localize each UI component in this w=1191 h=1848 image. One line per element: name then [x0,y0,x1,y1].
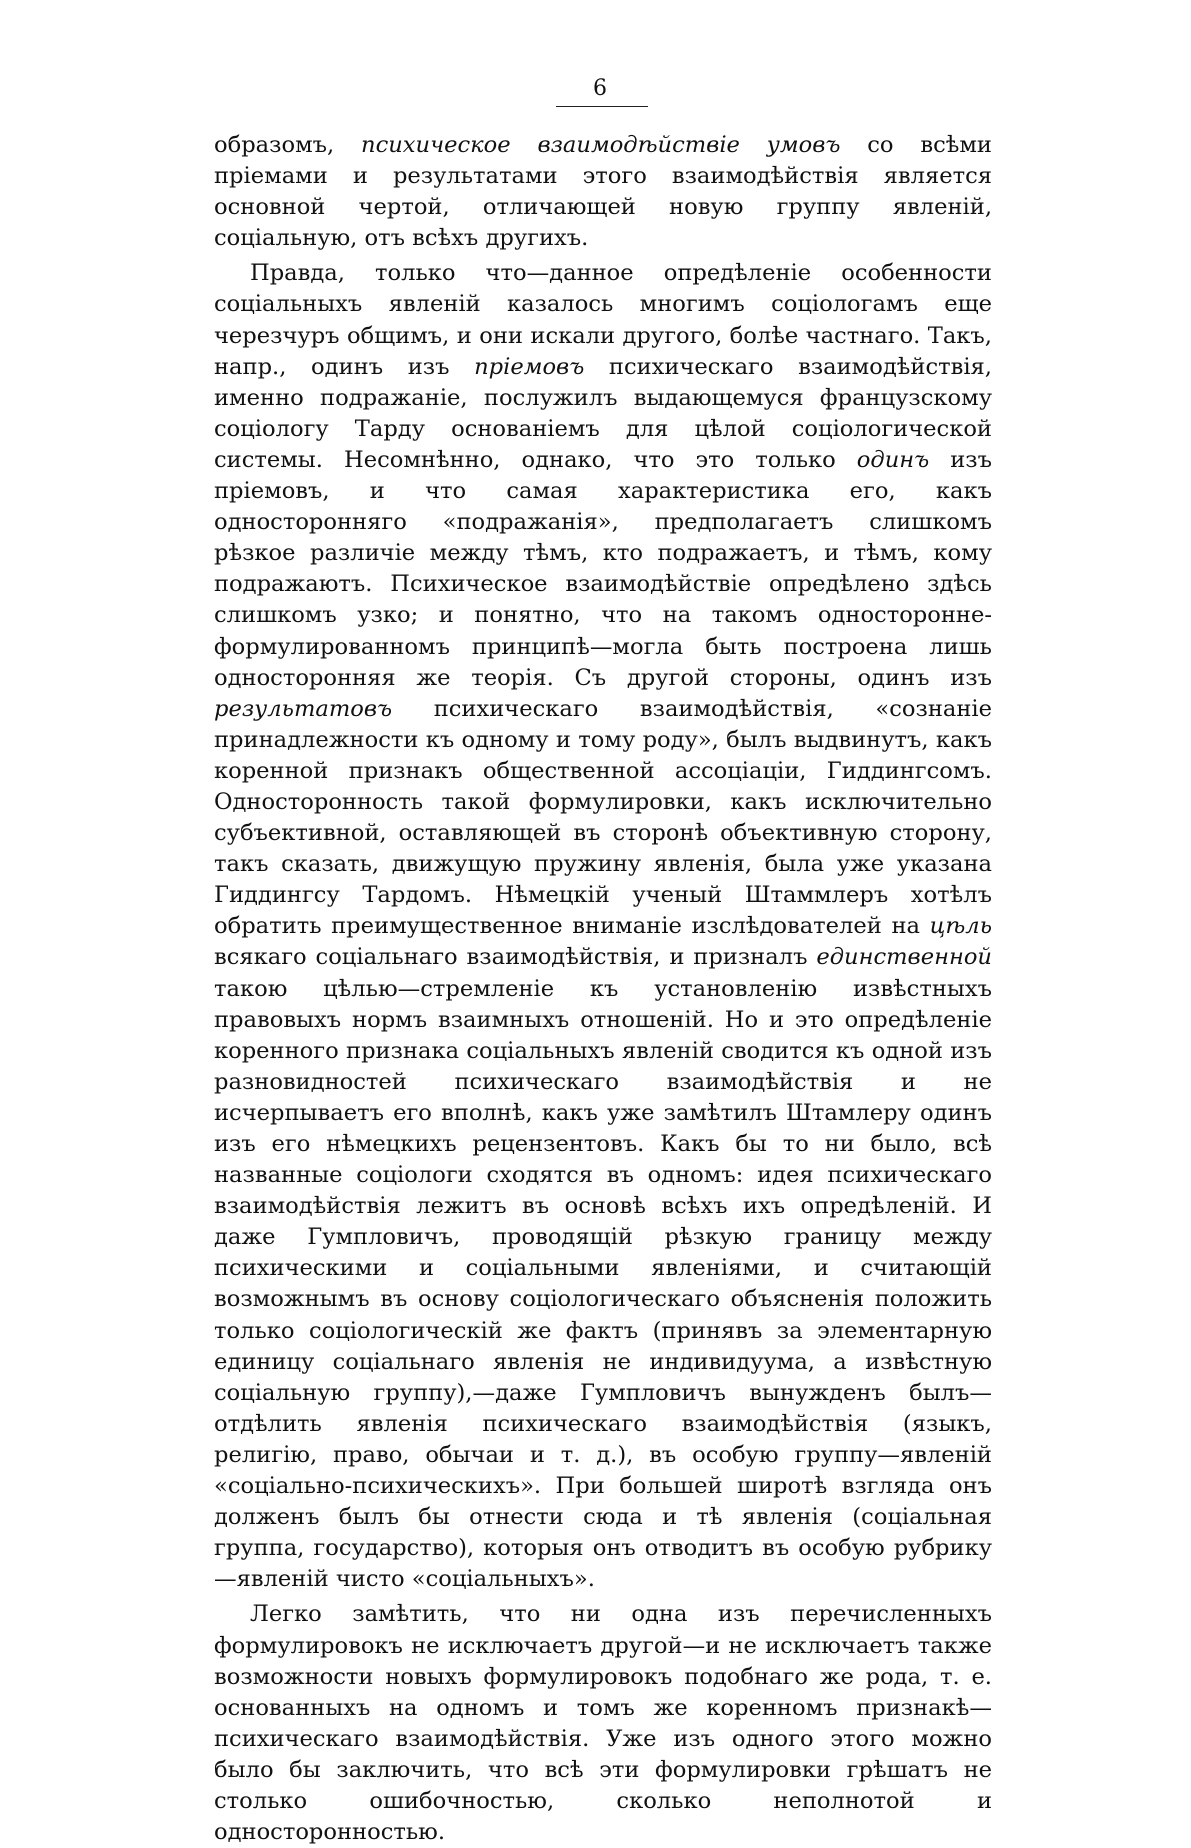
text-segment: со всѣми пріемами и результатами этого взаимодѣйствія является основной чертой, отличающей новую группу явленій, соціальную, отъ всѣхъ другихъ. [214,132,992,252]
text-segment: образомъ, [214,132,362,158]
text-segment: Правда, только что—данное опредѣленіе особенности соціальныхъ явленій казалось многимъ соціологамъ еще черезчуръ общимъ, и они искали другого, болѣе частнаго. Такъ, напр., одинъ изъ [214,260,992,380]
text-segment: Легко замѣтить, что ни одна изъ перечисленныхъ формулировокъ не исключаетъ другой—и не исключаетъ также возможности новыхъ формулировокъ подобнаго же рода, т. е. основанныхъ на одномъ и томъ же коренномъ признакѣ—психическаго взаимодѣйствія. Уже изъ одного этого можно было бы заключить, что всѣ эти формулировки грѣшатъ не столько ошибочностью, сколько неполнотой и односторонностью. [214,1601,992,1846]
page-number: 6 [593,76,607,101]
italic-segment: результатовъ [214,695,393,722]
paragraph-3 [214,1599,992,1848]
paragraph-2 [214,258,992,1595]
page-number-rule [556,106,648,107]
italic-segment: пріемовъ [474,353,585,380]
text-segment: изъ пріемовъ, и что самая характеристика его, какъ односторонняго «подражанія», предполагаетъ слишкомъ рѣзкое различіе между тѣмъ, кто подражаетъ, и тѣмъ, кому подражаютъ. Психическое взаимодѣйствіе опредѣлено здѣсь слишкомъ узко; и понятно, что на такомъ односторонне-формулированномъ принципѣ—могла быть построена лишь односторонняя же теорія. Съ другой стороны, одинъ изъ [214,446,992,691]
italic-segment: одинъ [856,446,930,473]
text-segment: психическаго взаимодѣйствія, именно подражаніе, послужилъ выдающемуся французскому соціологу Тарду основаніемъ для цѣлой соціологической системы. Несомнѣнно, однако, что это только [214,353,992,473]
text-segment: психическаго взаимодѣйствія, «сознаніе принадлежности къ одному и тому роду», былъ выдвинутъ, какъ коренной признакъ общественной ассоціаціи, Гиддингсомъ. Односторонность такой формулировки, какъ исключительно субъективной, оставляющей въ сторонѣ объективную сторону, такъ сказать, движущую пружину явленія, была уже указана Гиддингсу Тардомъ. Нѣмецкій ученый Штаммлеръ хотѣлъ обратить преимущественное вниманіе изслѣдователей на [214,695,992,940]
italic-segment: единственной [816,944,992,971]
body-text [214,130,992,1848]
text-segment: всякаго соціальнаго взаимодѣйствія, и призналъ [214,944,817,971]
paragraph-1 [214,130,992,254]
italic-segment: цѣль [929,913,992,940]
text-segment: такою цѣлью—стремленіе къ установленію извѣстныхъ правовыхъ нормъ взаимныхъ отношеній. Но и это опредѣленіе коренного признака соціальныхъ явленій сводится къ одной изъ разновидностей психическаго взаимодѣйствія и не исчерпываетъ его вполнѣ, какъ уже замѣтилъ Штамлеру одинъ изъ его нѣмецкихъ рецензентовъ. Какъ бы то ни было, всѣ названные соціологи сходятся въ одномъ: идея психическаго взаимодѣйствія лежитъ въ основѣ всѣхъ ихъ опредѣленій. И даже Гумпловичъ, проводящій рѣзкую границу между психическими и соціальными явленіями, и считающій возможнымъ въ основу соціологическаго объясненія положить только соціологическій же фактъ (принявъ за элементарную единицу соціальнаго явленія не индивидуума, а извѣстную соціальную группу),—даже Гумпловичъ вынужденъ былъ—отдѣлить явленія психическаго взаимодѣйствія (языкъ, религію, право, обычаи и т. д.), въ особую группу—явленій «соціально-психическихъ». При большей широтѣ взгляда онъ долженъ былъ бы отнести сюда и тѣ явленія (соціальная группа, государство), которыя онъ отводитъ въ особую рубрику—явленій чисто «соціальныхъ». [214,975,992,1593]
italic-segment: психическое взаимодѣйствіе умовъ [361,132,841,158]
